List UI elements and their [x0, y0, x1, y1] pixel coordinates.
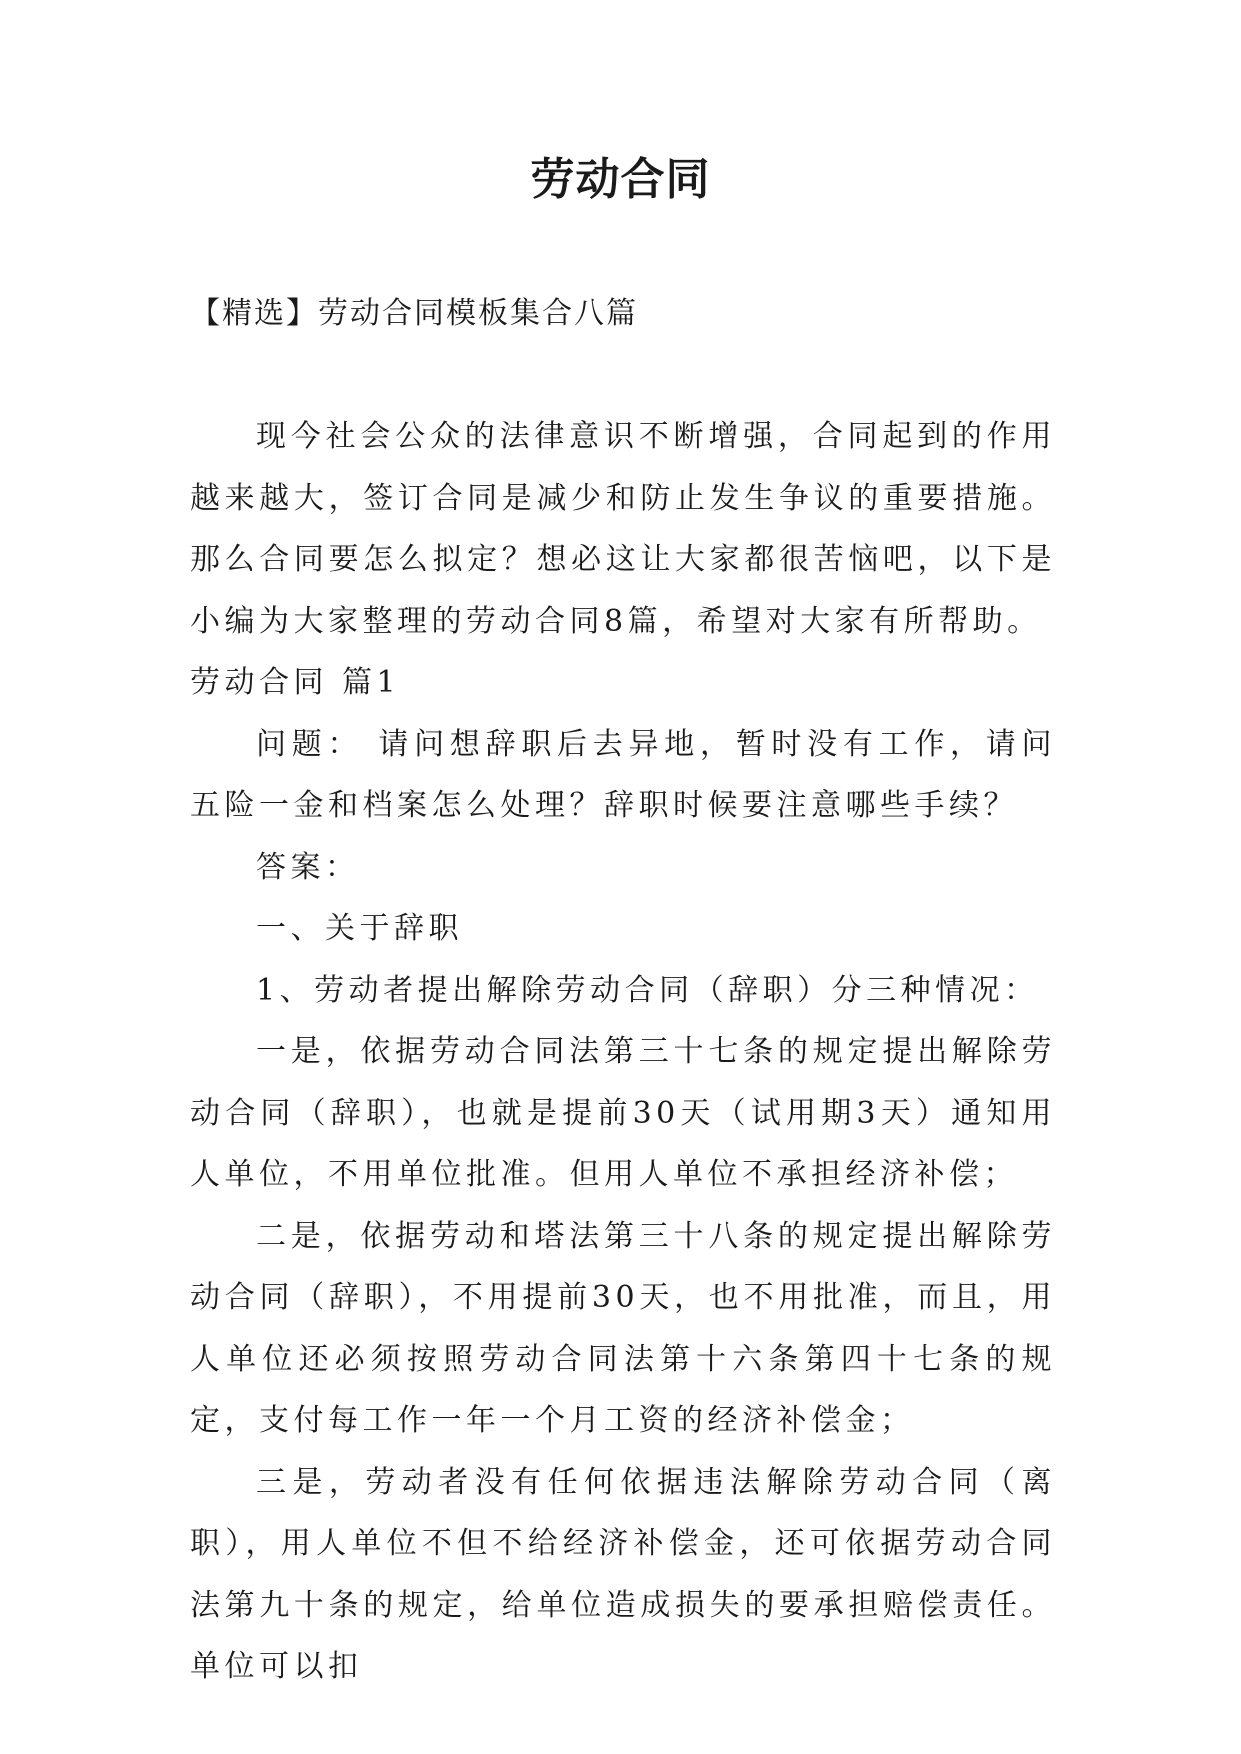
case-one-paragraph: 一是，依据劳动合同法第三十七条的规定提出解除劳动合同（辞职），也就是提前30天（试用期3天）通知用人单位，不用单位批准。但用人单位不承担经济补偿； — [190, 1034, 1056, 1192]
case-three-paragraph: 三是，劳动者没有任何依据违法解除劳动合同（离职），用人单位不但不给经济补偿金，还可依据劳动合同法第九十条的规定，给单位造成损失的要承担赔偿责任。单位可以扣 — [190, 1464, 1056, 1684]
case-two-paragraph: 二是，依据劳动和塔法第三十八条的规定提出解除劳动合同（辞职），不用提前30天，也不用批准，而且，用人单位还必须按照劳动合同法第十六条第四十七条的规定，支付每工作一年一个月工资的经济补偿金； — [190, 1218, 1056, 1438]
intro-paragraph: 现今社会公众的法律意识不断增强，合同起到的作用越来越大，签订合同是减少和防止发生争议的重要措施。那么合同要怎么拟定？想必这让大家都很苦恼吧，以下是小编为大家整理的劳动合同8篇，希望对大家有所帮助。 — [190, 419, 1056, 639]
answer-label: 答案： — [256, 849, 360, 885]
subsection-heading: 一、关于辞职 — [256, 911, 463, 946]
document-subtitle: 【精选】劳动合同模板集合八篇 — [190, 296, 638, 331]
section-heading: 劳动合同 篇1 — [190, 665, 401, 700]
list-item-paragraph: 1、劳动者提出解除劳动合同（辞职）分三种情况： — [256, 972, 1039, 1008]
document-title: 劳动合同 — [530, 154, 711, 205]
question-paragraph: 问题： 请问想辞职后去异地，暂时没有工作，请问五险一金和档案怎么处理？辞职时候要注意哪些手续？ — [190, 726, 1056, 823]
document-body — [190, 406, 1056, 1698]
